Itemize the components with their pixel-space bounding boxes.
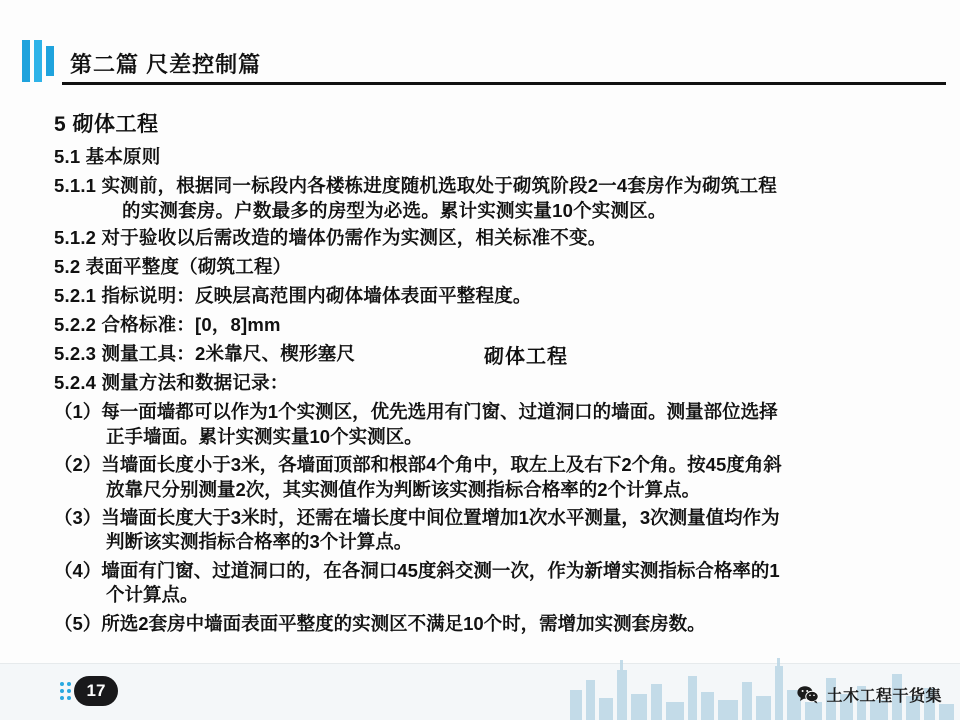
list-item-text: 所选2套房中墙面表面平整度的实测区不满足10个时，需增加实测套房数。 bbox=[101, 612, 706, 634]
list-item-text: 墙面有门窗、过道洞口的，在各洞口45度斜交测一次，作为新增实测指标合格率的1 bbox=[101, 559, 780, 581]
slide-body bbox=[54, 108, 934, 640]
list-item bbox=[54, 400, 934, 449]
page-title: 第二篇 尺差控制篇 bbox=[70, 52, 262, 77]
list-item-cont: 放靠尺分别测量2次，其实测值作为判断该实测指标合格率的2个计算点。 bbox=[106, 478, 701, 500]
page-number-badge: 17 bbox=[74, 676, 118, 706]
text-line-2-cont: 的实测套房。户数最多的房型为必选。累计实测实量10个实测区。 bbox=[122, 200, 667, 222]
text-line-7: 5.2.3 测量工具：2米靠尺、楔形塞尺 bbox=[54, 343, 356, 365]
list-item bbox=[54, 559, 934, 608]
watermark-text: 土木工程干货集 bbox=[826, 688, 942, 705]
text-line-2-main: 5.1.1 实测前，根据同一标段内各楼栋进度随机选取处于砌筑阶段2一4套房作为砌筑工程 bbox=[54, 175, 777, 197]
list-item-cont: 判断该实测指标合格率的3个计算点。 bbox=[106, 531, 413, 553]
wechat-icon bbox=[797, 685, 819, 704]
list-item-cont: 正手墙面。累计实测实量10个实测区。 bbox=[106, 425, 423, 447]
section-title: 5 砌体工程 bbox=[54, 113, 159, 136]
list-item bbox=[54, 506, 934, 555]
list-item bbox=[54, 453, 934, 502]
list-item-marker: （1） bbox=[54, 401, 102, 423]
text-line-6: 5.2.2 合格标准：[0，8]mm bbox=[54, 314, 281, 336]
text-line-4: 5.2 表面平整度（砌筑工程） bbox=[54, 256, 292, 278]
list-item-marker: （4） bbox=[54, 559, 102, 581]
list-item-text: 每一面墙都可以作为1个实测区，优先选用有门窗、过道洞口的墙面。测量部位选择 bbox=[101, 401, 778, 423]
callout-note: 砌体工程 bbox=[484, 346, 568, 368]
watermark bbox=[797, 683, 942, 706]
slide-header bbox=[0, 38, 960, 88]
text-line-3: 5.1.2 对于验收以后需改造的墙体仍需作为实测区，相关标准不变。 bbox=[54, 227, 607, 249]
header-divider bbox=[62, 82, 946, 85]
page-badge-dots bbox=[60, 682, 74, 700]
list-item-marker: （5） bbox=[54, 612, 102, 634]
list-item bbox=[54, 612, 934, 636]
list-item-text: 当墙面长度小于3米，各墙面顶部和根部4个角中，取左上及右下2个角。按45度角斜 bbox=[101, 454, 782, 476]
bar-logo bbox=[22, 40, 62, 82]
list-item-marker: （3） bbox=[54, 507, 102, 529]
list-item-cont: 个计算点。 bbox=[106, 584, 199, 606]
text-line-2 bbox=[54, 174, 934, 223]
list-item-text: 当墙面长度大于3米时，还需在墙长度中间位置增加1次水平测量，3次测量值均作为 bbox=[101, 507, 780, 529]
list-item-marker: （2） bbox=[54, 454, 102, 476]
text-line-1: 5.1 基本原则 bbox=[54, 146, 161, 167]
text-line-8: 5.2.4 测量方法和数据记录： bbox=[54, 372, 289, 394]
text-line-5: 5.2.1 指标说明：反映层高范围内砌体墙体表面平整程度。 bbox=[54, 285, 532, 307]
